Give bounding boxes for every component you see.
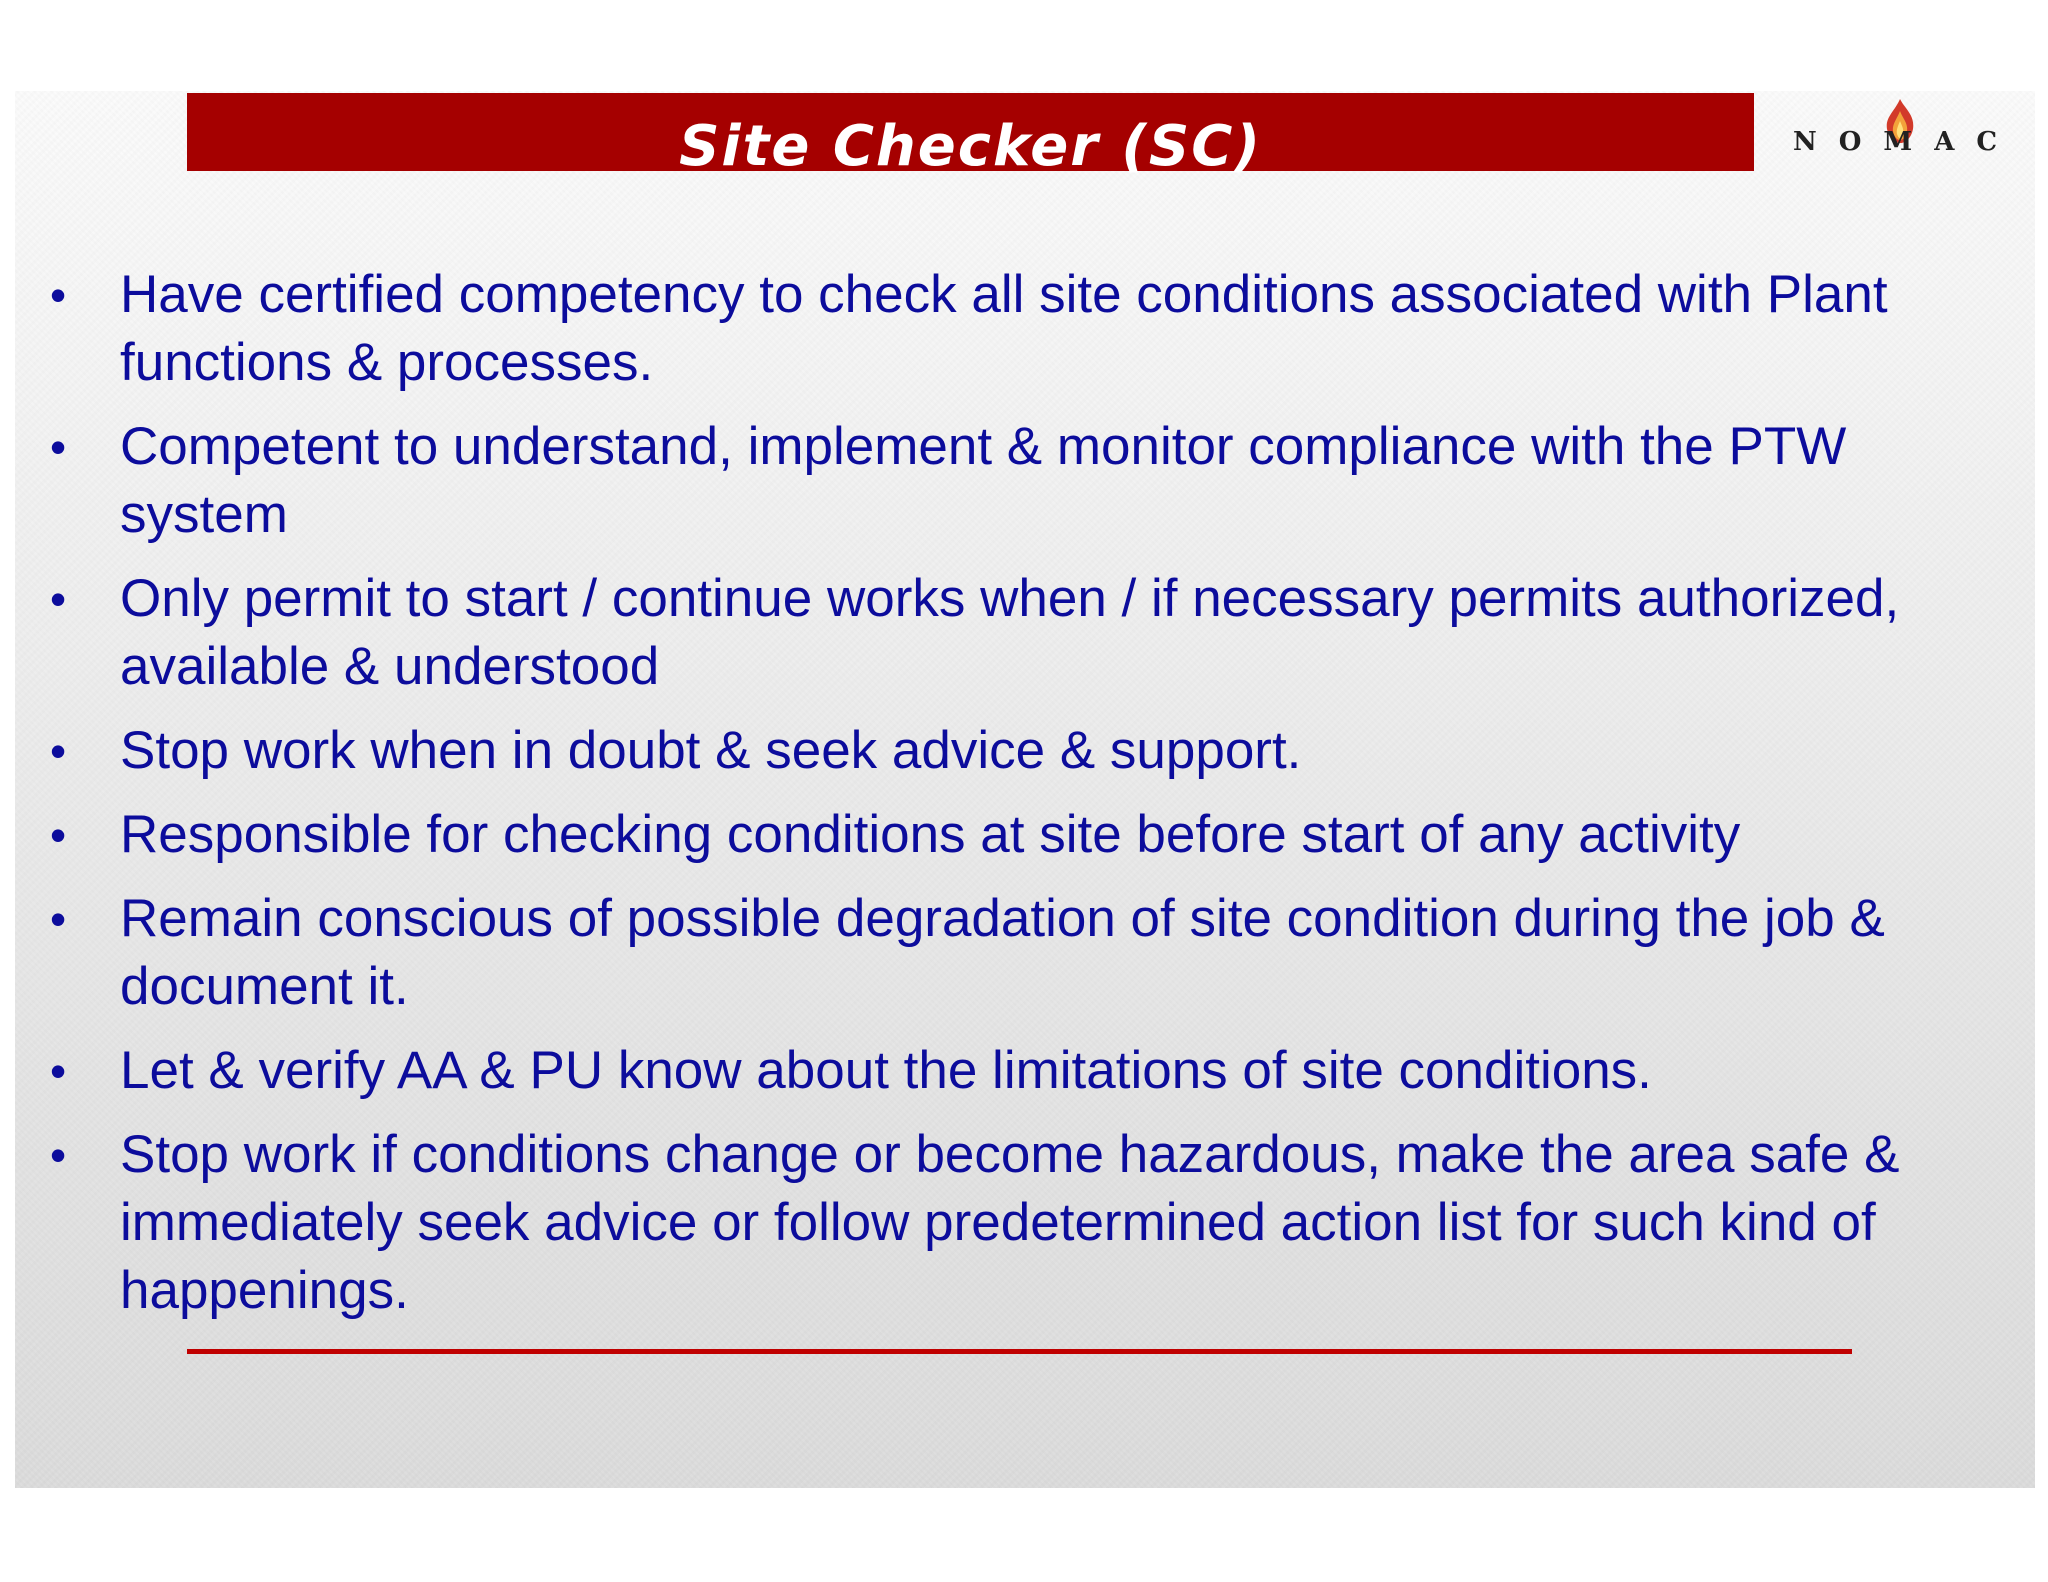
title-bar [187, 93, 1754, 179]
bullet-text: Stop work if conditions change or become hazardous, make the area safe & immediately seek advice or follow predetermined action list for such kind of happenings. [120, 1125, 1900, 1320]
bullet-dot: • [50, 269, 67, 321]
bullet-text: Stop work when in doubt & seek advice & support. [120, 721, 1302, 780]
bottom-divider [187, 1349, 1852, 1354]
bullet-item [30, 717, 2020, 785]
logo-text: NOMAC [1793, 127, 2020, 157]
bullet-dot: • [50, 1129, 67, 1181]
nomac-logo [1775, 91, 2027, 171]
bullet-text: Remain conscious of possible degradation of site condition during the job & document it. [120, 889, 1885, 1016]
bullet-item [30, 1121, 2020, 1325]
bullet-item [30, 1037, 2020, 1105]
bullet-item [30, 413, 2020, 549]
bullet-dot: • [50, 573, 67, 625]
bullet-dot: • [50, 421, 67, 473]
bullet-item [30, 801, 2020, 869]
bullet-list [30, 261, 2020, 1341]
bullet-dot: • [50, 1045, 67, 1097]
bullet-item [30, 261, 2020, 397]
bullet-text: Competent to understand, implement & monitor compliance with the PTW system [120, 417, 1847, 544]
bullet-item [30, 565, 2020, 701]
bullet-text: Only permit to start / continue works when / if necessary permits authorized, available & understood [120, 569, 1900, 696]
bullet-dot: • [50, 893, 67, 945]
slide [15, 91, 2035, 1488]
slide-title: Site Checker (SC) [679, 114, 1262, 179]
bullet-text: Responsible for checking conditions at site before start of any activity [120, 805, 1741, 864]
bullet-text: Have certified competency to check all site conditions associated with Plant functions & processes. [120, 265, 1888, 392]
bullet-dot: • [50, 809, 67, 861]
bullet-item [30, 885, 2020, 1021]
bullet-dot: • [50, 725, 67, 777]
bullet-text: Let & verify AA & PU know about the limitations of site conditions. [120, 1041, 1652, 1100]
